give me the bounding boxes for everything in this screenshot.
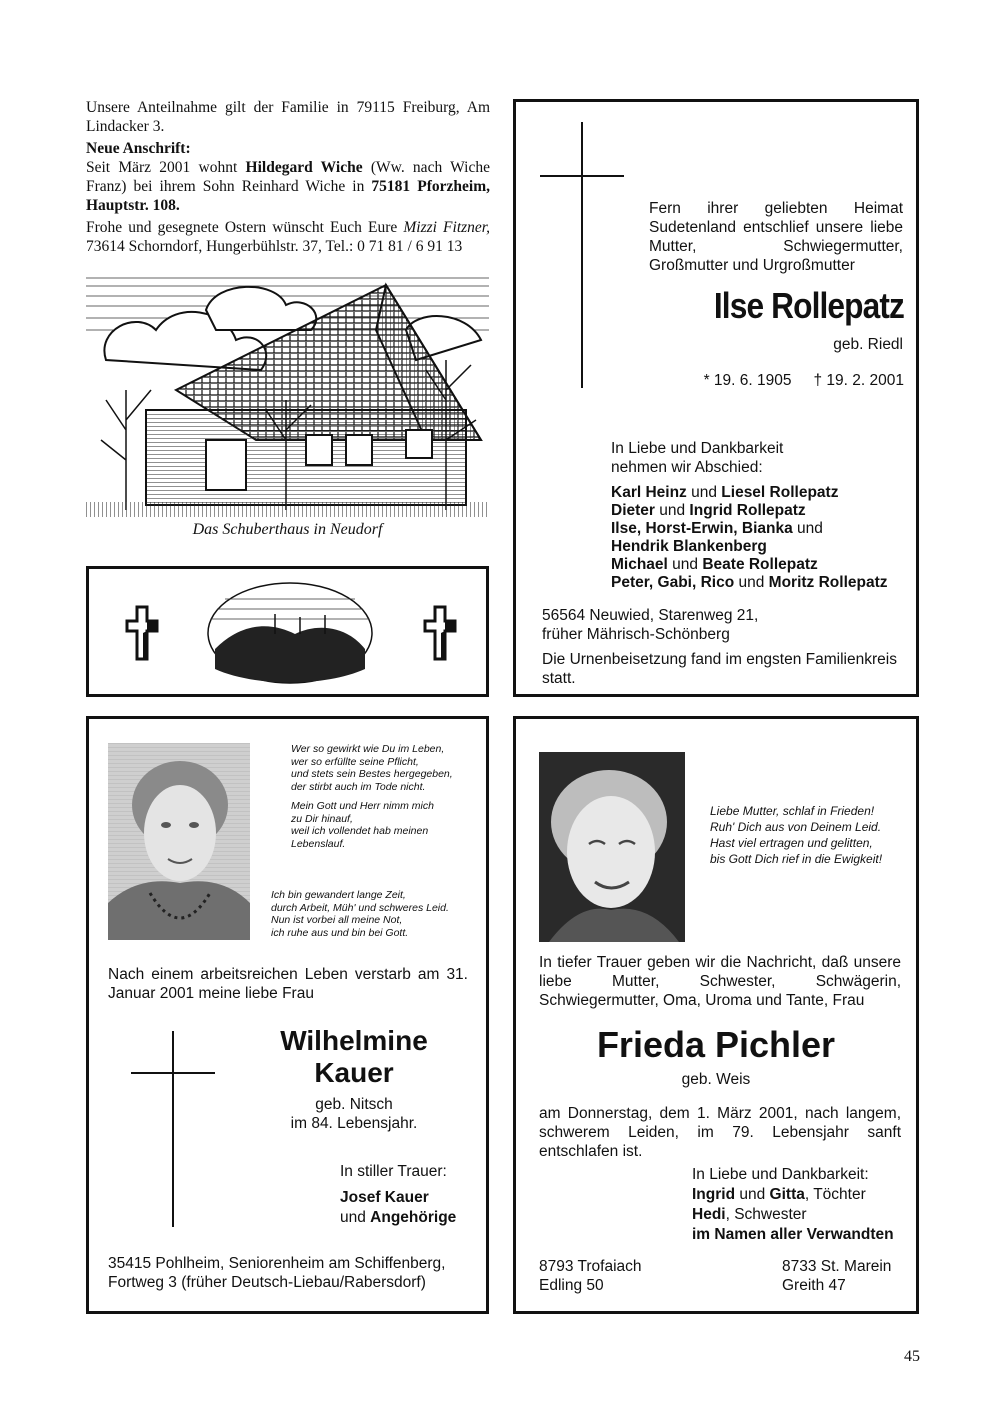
poem-stanza-lower: Ich bin gewandert lange Zeit, durch Arbeit, Müh' und schweres Leid. Nun ist vorbei all meine Not, ich ruhe aus und bin bei Gott. xyxy=(271,889,449,939)
schuberthaus-drawing xyxy=(86,270,489,517)
poem-verse: Liebe Mutter, schlaf in Frieden! Ruh' Dich aus von Deinem Leid. Hast viel ertragen und gelitten, bis Gott Dich rief in die Ewigkeit! xyxy=(710,804,883,866)
cross-icon xyxy=(538,120,626,390)
portrait-photo xyxy=(539,752,685,942)
birth-date: * 19. 6. 1905 xyxy=(703,372,792,389)
cross-vignette-box xyxy=(86,566,489,697)
new-address-note xyxy=(86,98,490,259)
life-dates xyxy=(636,372,904,390)
poem-stanza: Wer so gewirkt wie Du im Leben, wer so erfüllte seine Pflicht, und stets sein Bestes hergegeben, der stirbt auch im Tode nicht. xyxy=(291,743,453,793)
mourners: In Liebe und Dankbarkeit: Ingrid und Gitta, Töchter Hedi, Schwester im Namen aller Verwandten xyxy=(692,1166,894,1243)
list-item: Dieter und Ingrid Rollepatz xyxy=(611,502,806,519)
pichler-intro: In tiefer Trauer geben wir die Nachricht, daß unsere liebe Mutter, Schwester, Schwägerin, Schwiegermutter, Oma, Uroma und Tante, Frau xyxy=(539,954,901,1009)
birth-info xyxy=(239,1095,469,1133)
birth-name: geb. Nitsch xyxy=(315,1096,393,1113)
deceased-name: Frieda Pichler xyxy=(596,1024,836,1065)
page-number: 45 xyxy=(904,1348,920,1365)
deceased-name: Wilhelmine Kauer xyxy=(280,1025,428,1088)
list-item: Hendrik Blankenberg xyxy=(611,538,767,555)
deceased-name: Ilse Rollepatz xyxy=(713,285,904,326)
list-item: Peter, Gabi, Rico und Moritz Rollepatz xyxy=(611,574,888,591)
mourner-name: Josef Kauer xyxy=(340,1189,429,1206)
cross-icon xyxy=(127,1029,219,1229)
obituary-pichler xyxy=(513,716,919,1314)
death-notice-text: am Donnerstag, dem 1. März 2001, nach langem, schwerem Leiden, im 79. Lebensjahr sanft entschlafen ist. xyxy=(539,1105,901,1160)
list-item: Michael und Beate Rollepatz xyxy=(611,556,818,573)
address-trofaiach: 8793 Trofaiach Edling 50 xyxy=(539,1258,642,1294)
poem-verse xyxy=(291,743,481,857)
cross-right-icon xyxy=(421,605,459,663)
birth-name: geb. Weis xyxy=(681,1071,751,1088)
drawing-caption: Das Schuberthaus in Neudorf xyxy=(192,521,383,538)
landscape-vignette xyxy=(205,579,375,687)
poem-stanza: Mein Gott und Herr nimm mich zu Dir hinauf, weil ich vollendet hab meinen Lebenslauf. xyxy=(291,800,434,850)
note-new-address: Seit März 2001 wohnt Hildegard Wiche (Ww. nach Wiche Franz) bei ihrem Sohn Reinhard Wiche in 75181 Pforzheim, Hauptstr. 108. xyxy=(86,159,490,214)
obituary-kauer xyxy=(86,716,489,1314)
note-heading: Neue Anschrift: xyxy=(86,140,191,157)
note-address: 75181 Pforzheim, Hauptstr. 108. xyxy=(86,178,490,214)
mourners: In stiller Trauer: Josef Kauer und Angehörige xyxy=(340,1163,457,1226)
list-item: Ilse, Horst-Erwin, Bianka und xyxy=(611,520,823,537)
note-person: Hildegard Wiche xyxy=(245,159,363,176)
obituary-rollepatz xyxy=(513,99,919,697)
address-st-marein: 8733 St. Marein Greith 47 xyxy=(782,1258,892,1294)
note-signature: Mizzi Fitzner, xyxy=(403,219,490,236)
note-condolence: Unsere Anteilnahme gilt der Familie in 79115 Freiburg, Am Lindacker 3. xyxy=(86,99,490,135)
list-item: Karl Heinz und Liesel Rollepatz xyxy=(611,484,839,501)
death-date: † 19. 2. 2001 xyxy=(813,372,904,389)
burial-note: Die Urnenbeisetzung fand im engsten Familienkreis statt. xyxy=(542,651,897,687)
note-greeting: Frohe und gesegnete Ostern wünscht Euch Eure Mizzi Fitzner, 73614 Schorndorf, Hungerbühlstr. 37, Tel.: 0 71 81 / 6 91 13 xyxy=(86,219,490,255)
family-address: 35415 Pohlheim, Seniorenheim am Schiffenberg, Fortweg 3 (früher Deutsch-Liebau/Rabersdorf) xyxy=(108,1255,446,1291)
farewell-text: In Liebe und Dankbarkeit nehmen wir Abschied: xyxy=(611,440,784,476)
birth-name: geb. Riedl xyxy=(833,336,903,353)
cross-left-icon xyxy=(123,605,161,663)
rollepatz-intro: Fern ihrer geliebten Heimat Sudetenland entschlief unsere liebe Mutter, Schwiegermutter, Großmutter und Urgroßmutter xyxy=(649,200,903,274)
mourners-list xyxy=(611,484,906,592)
portrait-photo xyxy=(108,743,250,940)
family-address: 56564 Neuwied, Starenweg 21, früher Mährisch-Schönberg xyxy=(542,607,759,643)
age: im 84. Lebensjahr. xyxy=(290,1115,418,1132)
kauer-intro: Nach einem arbeitsreichen Leben verstarb am 31. Januar 2001 meine liebe Frau xyxy=(108,966,468,1002)
